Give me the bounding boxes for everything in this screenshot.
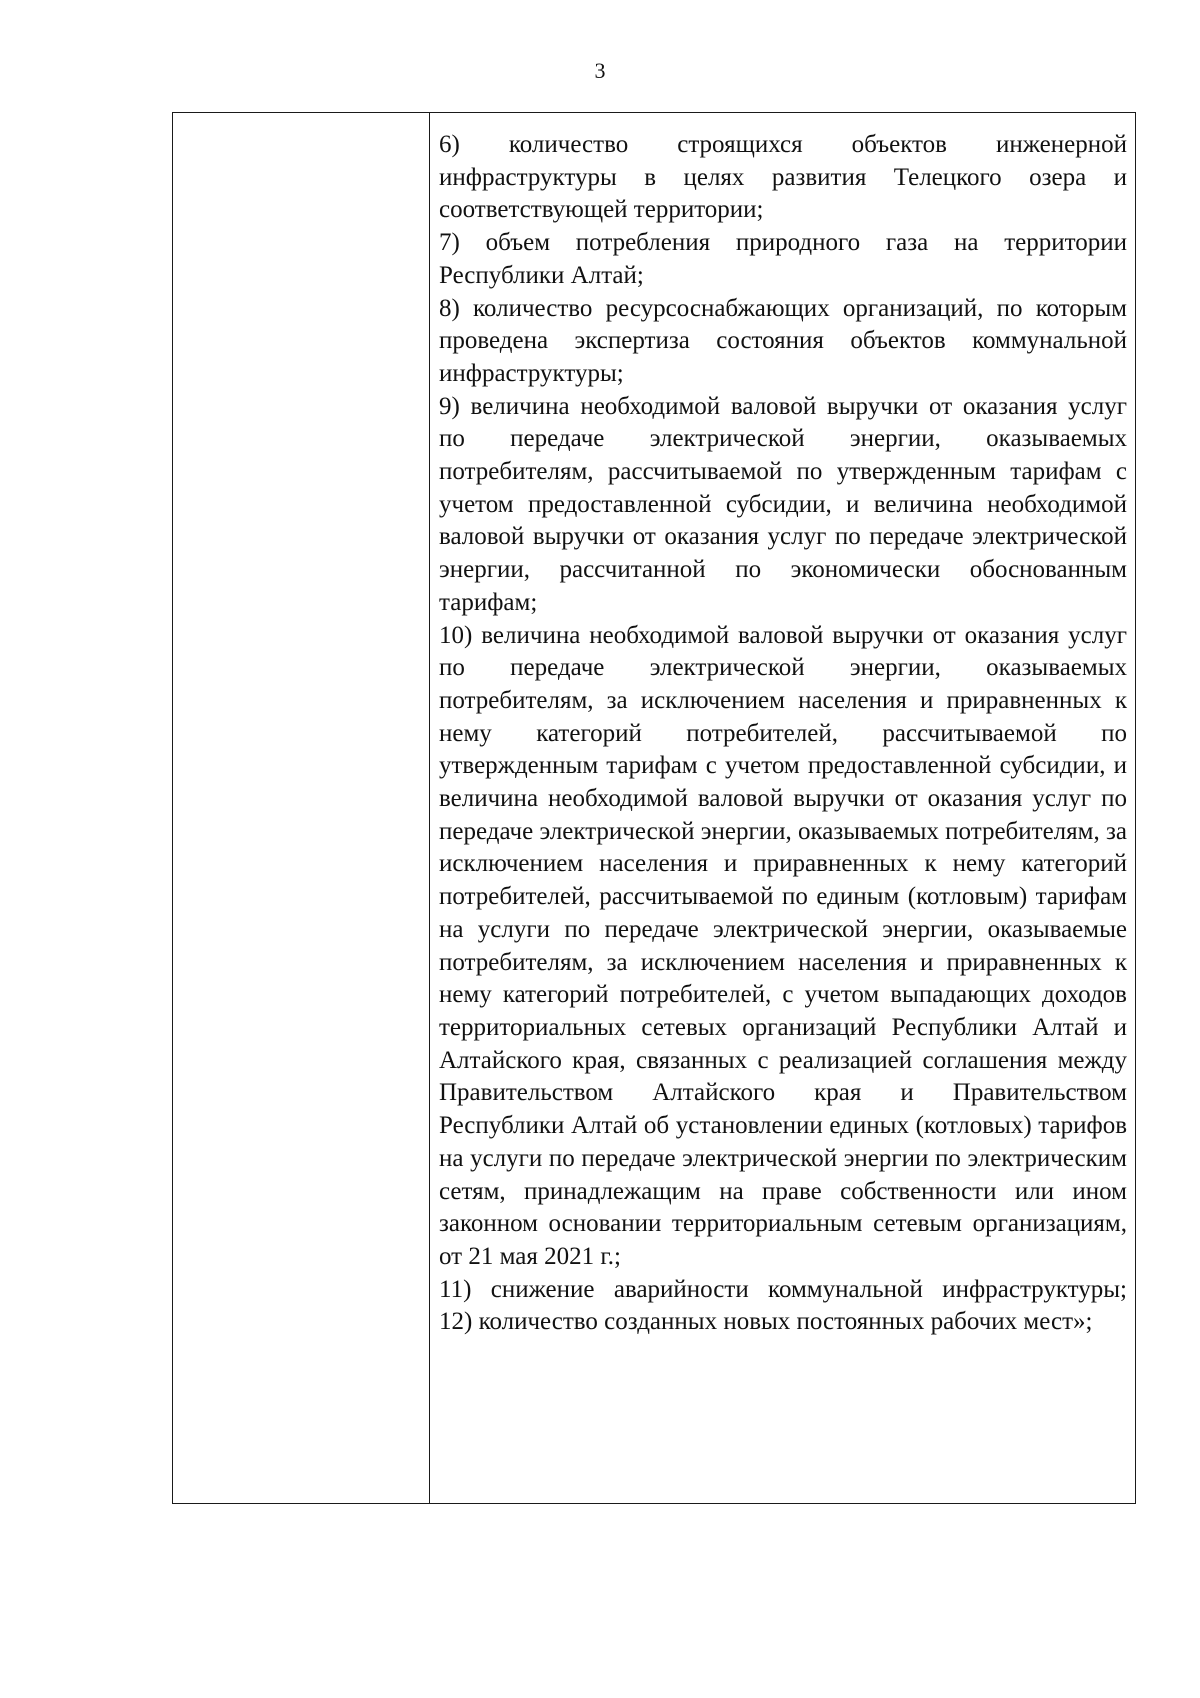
list-item-9: 9) величина необходимой валовой выручки от оказания услуг по передаче электрической энергии, оказываемых потребителям, рассчитываемой по утвержденным тарифам с учетом предоставленной субсидии, и величина необходимой валовой выручки от оказания услуг по передаче электрической энергии, рассчитанной по экономически обоснованным тарифам;	[439, 392, 1127, 616]
list-item-10: 10) величина необходимой валовой выручки от оказания услуг по передаче электрической энергии, оказываемых потребителям, за исключением населения и приравненных к нему категорий потребителей, рассчитываемой по утвержденным тарифам с учетом предоставленной субсидии, и величина необходимой валовой выручки от оказания услуг по передаче электрической энергии, оказываемых потребителям, за исключением населения и приравненных к нему категорий потребителей, рассчитываемой по единым (котловым) тарифам на услуги по передаче электрической энергии, оказываемые потребителям, за исключением населения и приравненных к нему категорий потребителей, с учетом выпадающих доходов территориальных сетевых организаций Республики Алтай и Алтайского края, связанных с реализацией соглашения между Правительством Алтайского края и Правительством Республики Алтай об установлении единых (котловых) тарифов на услуги по передаче электрической энергии по электрическим сетям, принадлежащим на праве собственности или ином законном основании территориальным сетевым организациям, от 21 мая 2021 г.;	[439, 621, 1127, 1270]
list-item-11: 11) снижение аварийности коммунальной инфраструктуры;	[439, 1275, 1127, 1303]
list-item-8: 8) количество ресурсоснабжающих организаций, по которым проведена экспертиза состояния объектов коммунальной инфраструктуры;	[439, 294, 1127, 387]
list-item-7: 7) объем потребления природного газа на территории Республики Алтай;	[439, 229, 1127, 289]
list-item-12: 12) количество созданных новых постоянных рабочих мест»;	[439, 1308, 1093, 1336]
page-number: 3	[594, 58, 606, 83]
table-right-cell	[430, 113, 1135, 1503]
list-item-6: 6) количество строящихся объектов инженерной инфраструктуры в целях развития Телецкого озера и соответствующей территории;	[439, 131, 1127, 224]
document-table	[172, 112, 1136, 1504]
table-left-cell	[173, 113, 430, 1503]
